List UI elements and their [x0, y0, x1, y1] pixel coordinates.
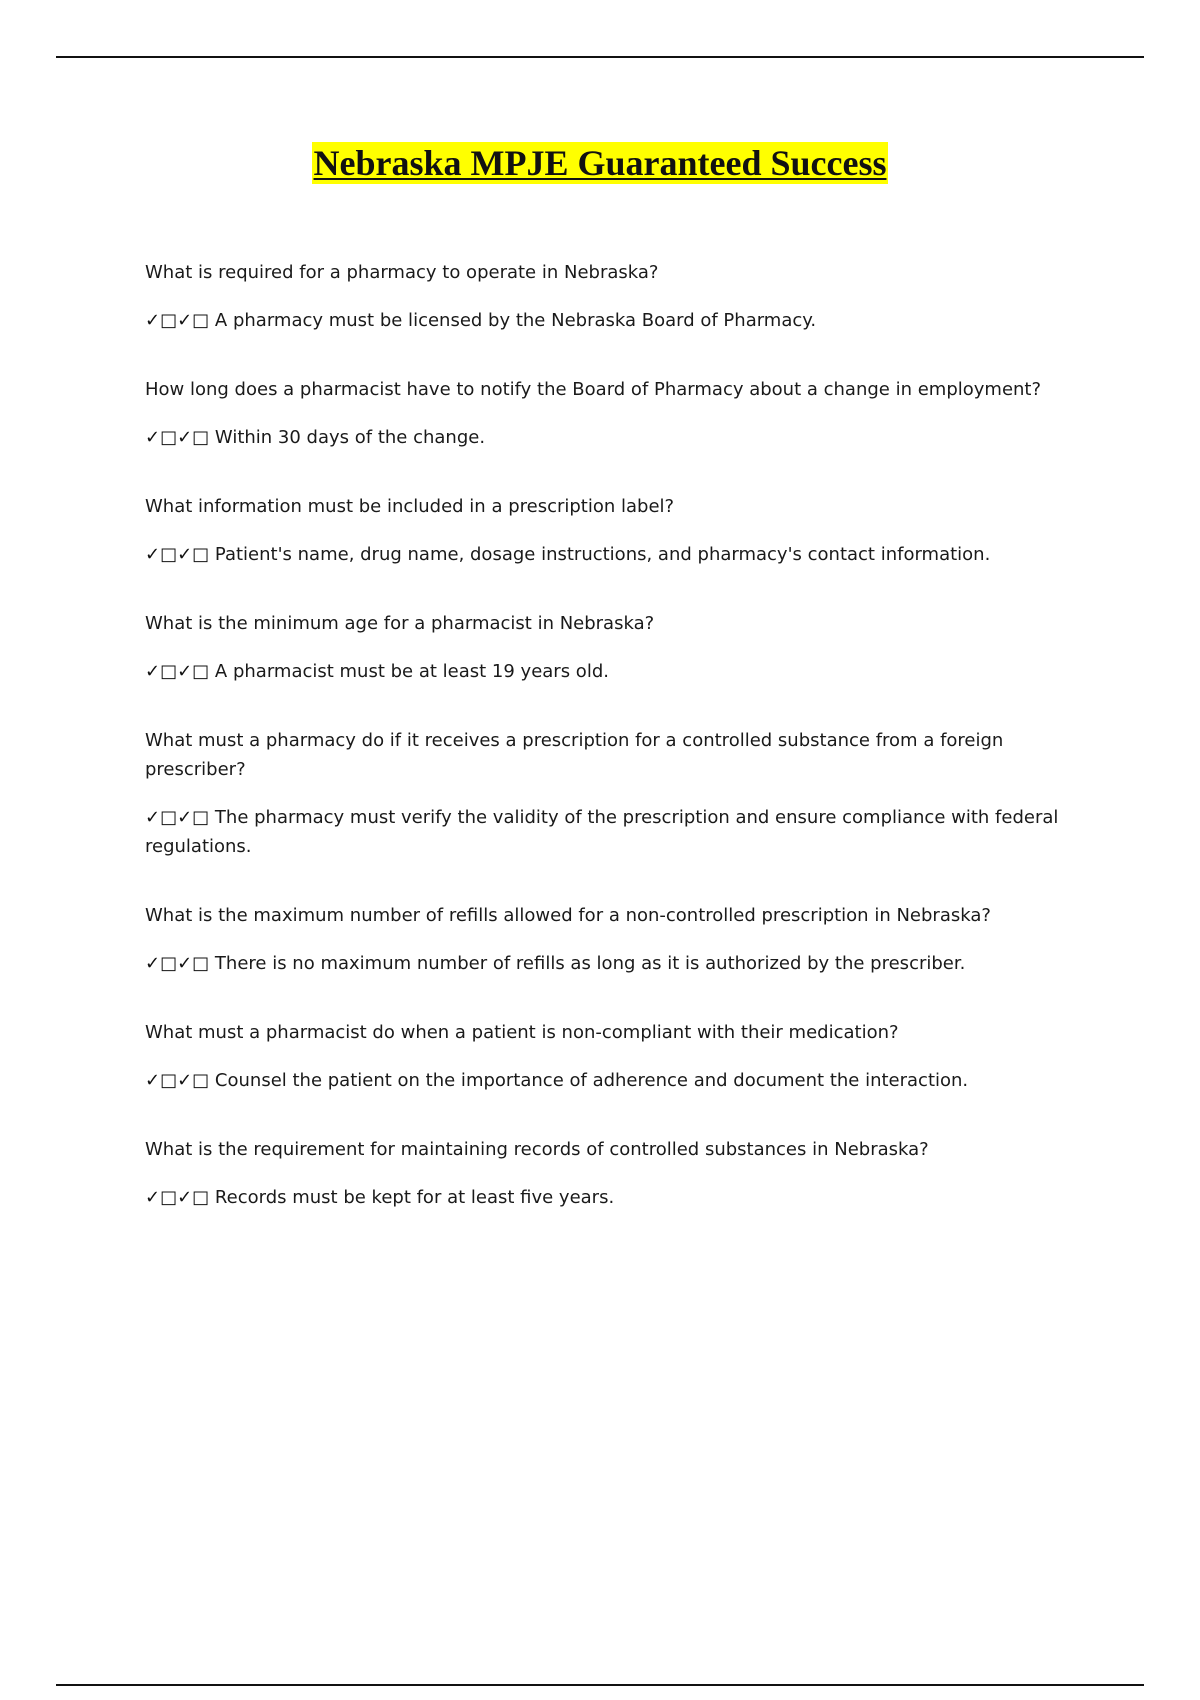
answer-line — [145, 657, 1075, 686]
check-icon: ✓□✓□ — [145, 310, 210, 331]
qa-item — [145, 375, 1075, 452]
footer-rule — [56, 1684, 1144, 1686]
document-title: Nebraska MPJE Guaranteed Success — [313, 143, 887, 183]
qa-item — [145, 492, 1075, 569]
qa-item — [145, 901, 1075, 978]
answer-line — [145, 423, 1075, 452]
check-icon: ✓□✓□ — [145, 544, 210, 565]
question-text: What is required for a pharmacy to operate in Nebraska? — [145, 262, 659, 283]
qa-item — [145, 1018, 1075, 1095]
answer-text: A pharmacist must be at least 19 years old. — [214, 661, 609, 682]
qa-item — [145, 609, 1075, 686]
check-icon: ✓□✓□ — [145, 1070, 210, 1091]
answer-text: The pharmacy must verify the validity of the prescription and ensure compliance with federal regulations. — [145, 807, 1059, 857]
question-text: What is the minimum age for a pharmacist in Nebraska? — [145, 613, 655, 634]
qa-item — [145, 258, 1075, 335]
question-text: What must a pharmacy do if it receives a prescription for a controlled substance from a foreign prescriber? — [145, 730, 1004, 780]
answer-line — [145, 1066, 1075, 1095]
header-rule — [56, 56, 1144, 58]
answer-text: Patient's name, drug name, dosage instructions, and pharmacy's contact information. — [214, 544, 991, 565]
answer-line — [145, 1183, 1075, 1212]
check-icon: ✓□✓□ — [145, 427, 210, 448]
check-icon: ✓□✓□ — [145, 953, 210, 974]
answer-text: A pharmacy must be licensed by the Nebraska Board of Pharmacy. — [214, 310, 817, 331]
answer-line — [145, 803, 1075, 861]
answer-text: Counsel the patient on the importance of adherence and document the interaction. — [214, 1070, 969, 1091]
title-container — [0, 142, 1200, 184]
answer-text: There is no maximum number of refills as long as it is authorized by the prescriber. — [214, 953, 966, 974]
answer-line — [145, 540, 1075, 569]
answer-text: Within 30 days of the change. — [214, 427, 486, 448]
qa-item — [145, 1135, 1075, 1212]
answer-text: Records must be kept for at least five years. — [214, 1187, 615, 1208]
answer-line — [145, 306, 1075, 335]
question-text: What is the requirement for maintaining records of controlled substances in Nebraska? — [145, 1139, 929, 1160]
check-icon: ✓□✓□ — [145, 661, 210, 682]
question-text: What must a pharmacist do when a patient is non-compliant with their medication? — [145, 1022, 899, 1043]
question-text: How long does a pharmacist have to notify the Board of Pharmacy about a change in employment? — [145, 379, 1042, 400]
qa-list — [145, 258, 1075, 1252]
check-icon: ✓□✓□ — [145, 1187, 210, 1208]
question-text: What is the maximum number of refills allowed for a non-controlled prescription in Nebraska? — [145, 905, 991, 926]
qa-item — [145, 726, 1075, 861]
answer-line — [145, 949, 1075, 978]
question-text: What information must be included in a prescription label? — [145, 496, 675, 517]
check-icon: ✓□✓□ — [145, 807, 210, 828]
